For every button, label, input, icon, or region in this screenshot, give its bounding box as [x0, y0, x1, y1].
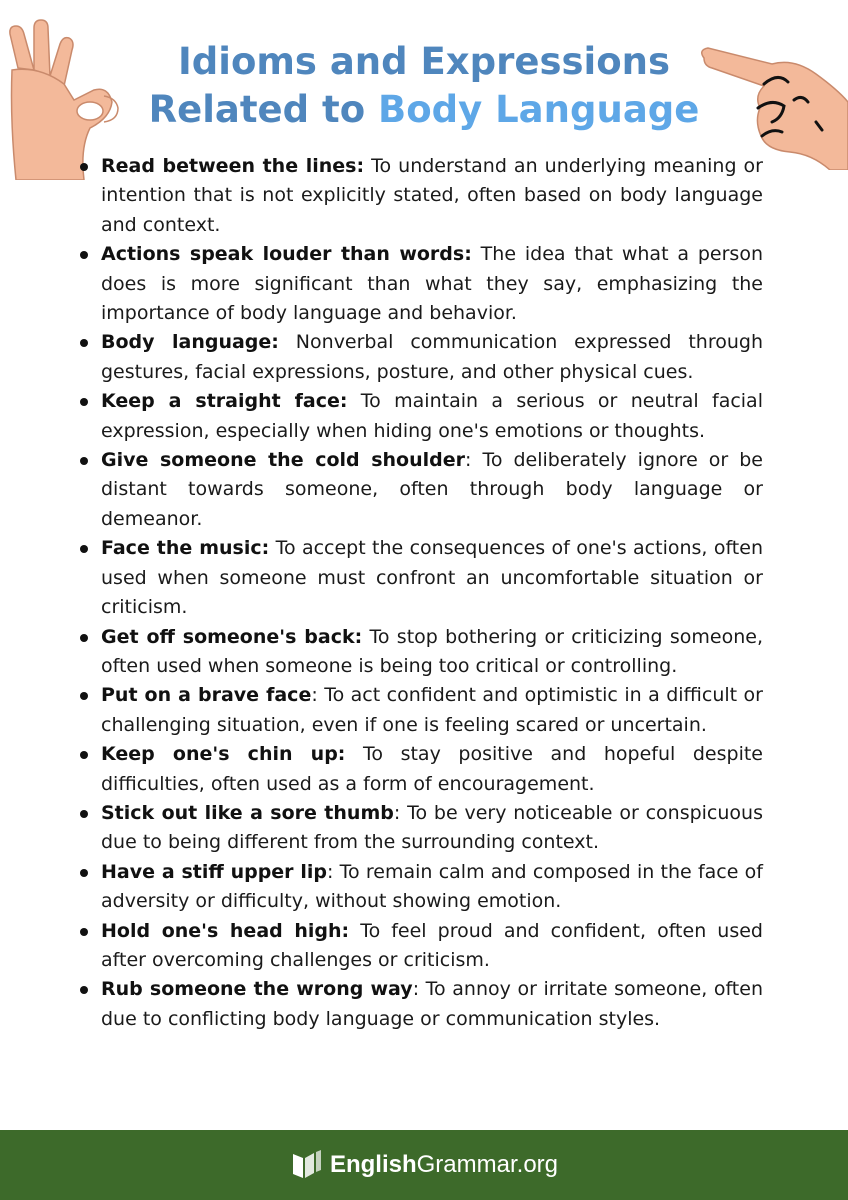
idiom-term: Rub someone the wrong way — [101, 978, 413, 1001]
list-item — [80, 240, 763, 328]
idiom-term: Hold one's head high: — [101, 919, 350, 942]
list-item — [80, 387, 763, 446]
title-line-2 — [140, 86, 708, 134]
bullet-icon — [80, 457, 88, 465]
idiom-list — [80, 152, 763, 1034]
idiom-term: Put on a brave face — [101, 684, 312, 707]
idiom-term: Have a stiff upper lip — [101, 860, 328, 883]
bullet-icon — [80, 810, 88, 818]
list-item — [80, 681, 763, 740]
bullet-icon — [80, 751, 88, 759]
bullet-icon — [80, 986, 88, 994]
list-item — [80, 446, 763, 534]
list-item — [80, 623, 763, 682]
idiom-definition: To accept the consequences of one's actions, often used when someone must confront an uncomfortable situation or criticism. — [101, 537, 763, 619]
idiom-term: Keep a straight face: — [101, 390, 348, 413]
bullet-icon — [80, 339, 88, 347]
idiom-definition: To stop bothering or criticizing someone, often used when someone is being too critical or controlling. — [101, 625, 763, 677]
idiom-term: Read between the lines: — [101, 155, 365, 177]
list-item — [80, 740, 763, 799]
book-logo-icon — [290, 1148, 324, 1182]
idiom-definition: To feel proud and confident, often used after overcoming challenges or criticism. — [101, 919, 763, 971]
title-line-1: Idioms and Expressions — [178, 40, 670, 83]
bullet-icon — [80, 251, 88, 259]
idiom-definition: : To remain calm and composed in the face of adversity or difficulty, without showing emotion. — [101, 860, 763, 913]
idiom-definition: : To be very noticeable or conspicuous due to being different from the surrounding context. — [101, 801, 763, 854]
idiom-definition: : To annoy or irritate someone, often due to conflicting body language or communication styles. — [101, 978, 763, 1030]
bullet-icon — [80, 163, 88, 171]
idiom-term: Give someone the cold shoulder — [101, 449, 466, 472]
idiom-definition: : To deliberately ignore or be distant towards someone, often through body language or demeanor. — [101, 449, 763, 530]
title-line-2-prefix: Related to — [148, 88, 378, 131]
list-item — [80, 534, 763, 622]
brand-logo[interactable] — [290, 1148, 558, 1182]
bullet-icon — [80, 634, 88, 642]
idiom-definition: To understand an underlying meaning or intention that is not explicitly stated, often based on body language and context. — [101, 155, 763, 236]
pointing-hand-icon — [698, 22, 848, 170]
idiom-definition: The idea that what a person does is more significant than what they say, emphasizing the importance of body language and behavior. — [101, 243, 763, 325]
list-item — [80, 858, 763, 917]
list-item — [80, 799, 763, 858]
bullet-icon — [80, 398, 88, 406]
idiom-definition: : To act confident and optimistic in a difficult or challenging situation, even if one is feeling scared or uncertain. — [101, 684, 763, 736]
page-title — [140, 38, 708, 134]
idiom-term: Face the music: — [101, 537, 270, 560]
list-item — [80, 917, 763, 976]
idiom-term: Stick out like a sore thumb — [101, 801, 394, 824]
list-item — [80, 975, 763, 1034]
brand-name-bold: English — [329, 1151, 417, 1178]
bullet-icon — [80, 928, 88, 936]
idiom-term: Body language: — [101, 331, 279, 354]
idiom-term: Keep one's chin up: — [101, 743, 346, 766]
idiom-term: Actions speak louder than words: — [101, 243, 472, 266]
list-item — [80, 328, 763, 387]
idiom-definition: To maintain a serious or neutral facial expression, especially when hiding one's emotions or thoughts. — [101, 390, 763, 442]
idiom-definition: To stay positive and hopeful despite difficulties, often used as a form of encouragement. — [101, 743, 763, 795]
idiom-term: Get off someone's back: — [101, 625, 363, 648]
title-highlight: Body Language — [378, 88, 700, 131]
idiom-definition: Nonverbal communication expressed through gestures, facial expressions, posture, and other physical cues. — [101, 331, 764, 383]
footer-bar — [0, 1130, 848, 1200]
bullet-icon — [80, 869, 88, 877]
bullet-icon — [80, 692, 88, 700]
brand-name-rest: Grammar.org — [416, 1151, 559, 1178]
bullet-icon — [80, 545, 88, 553]
list-item — [80, 152, 763, 240]
